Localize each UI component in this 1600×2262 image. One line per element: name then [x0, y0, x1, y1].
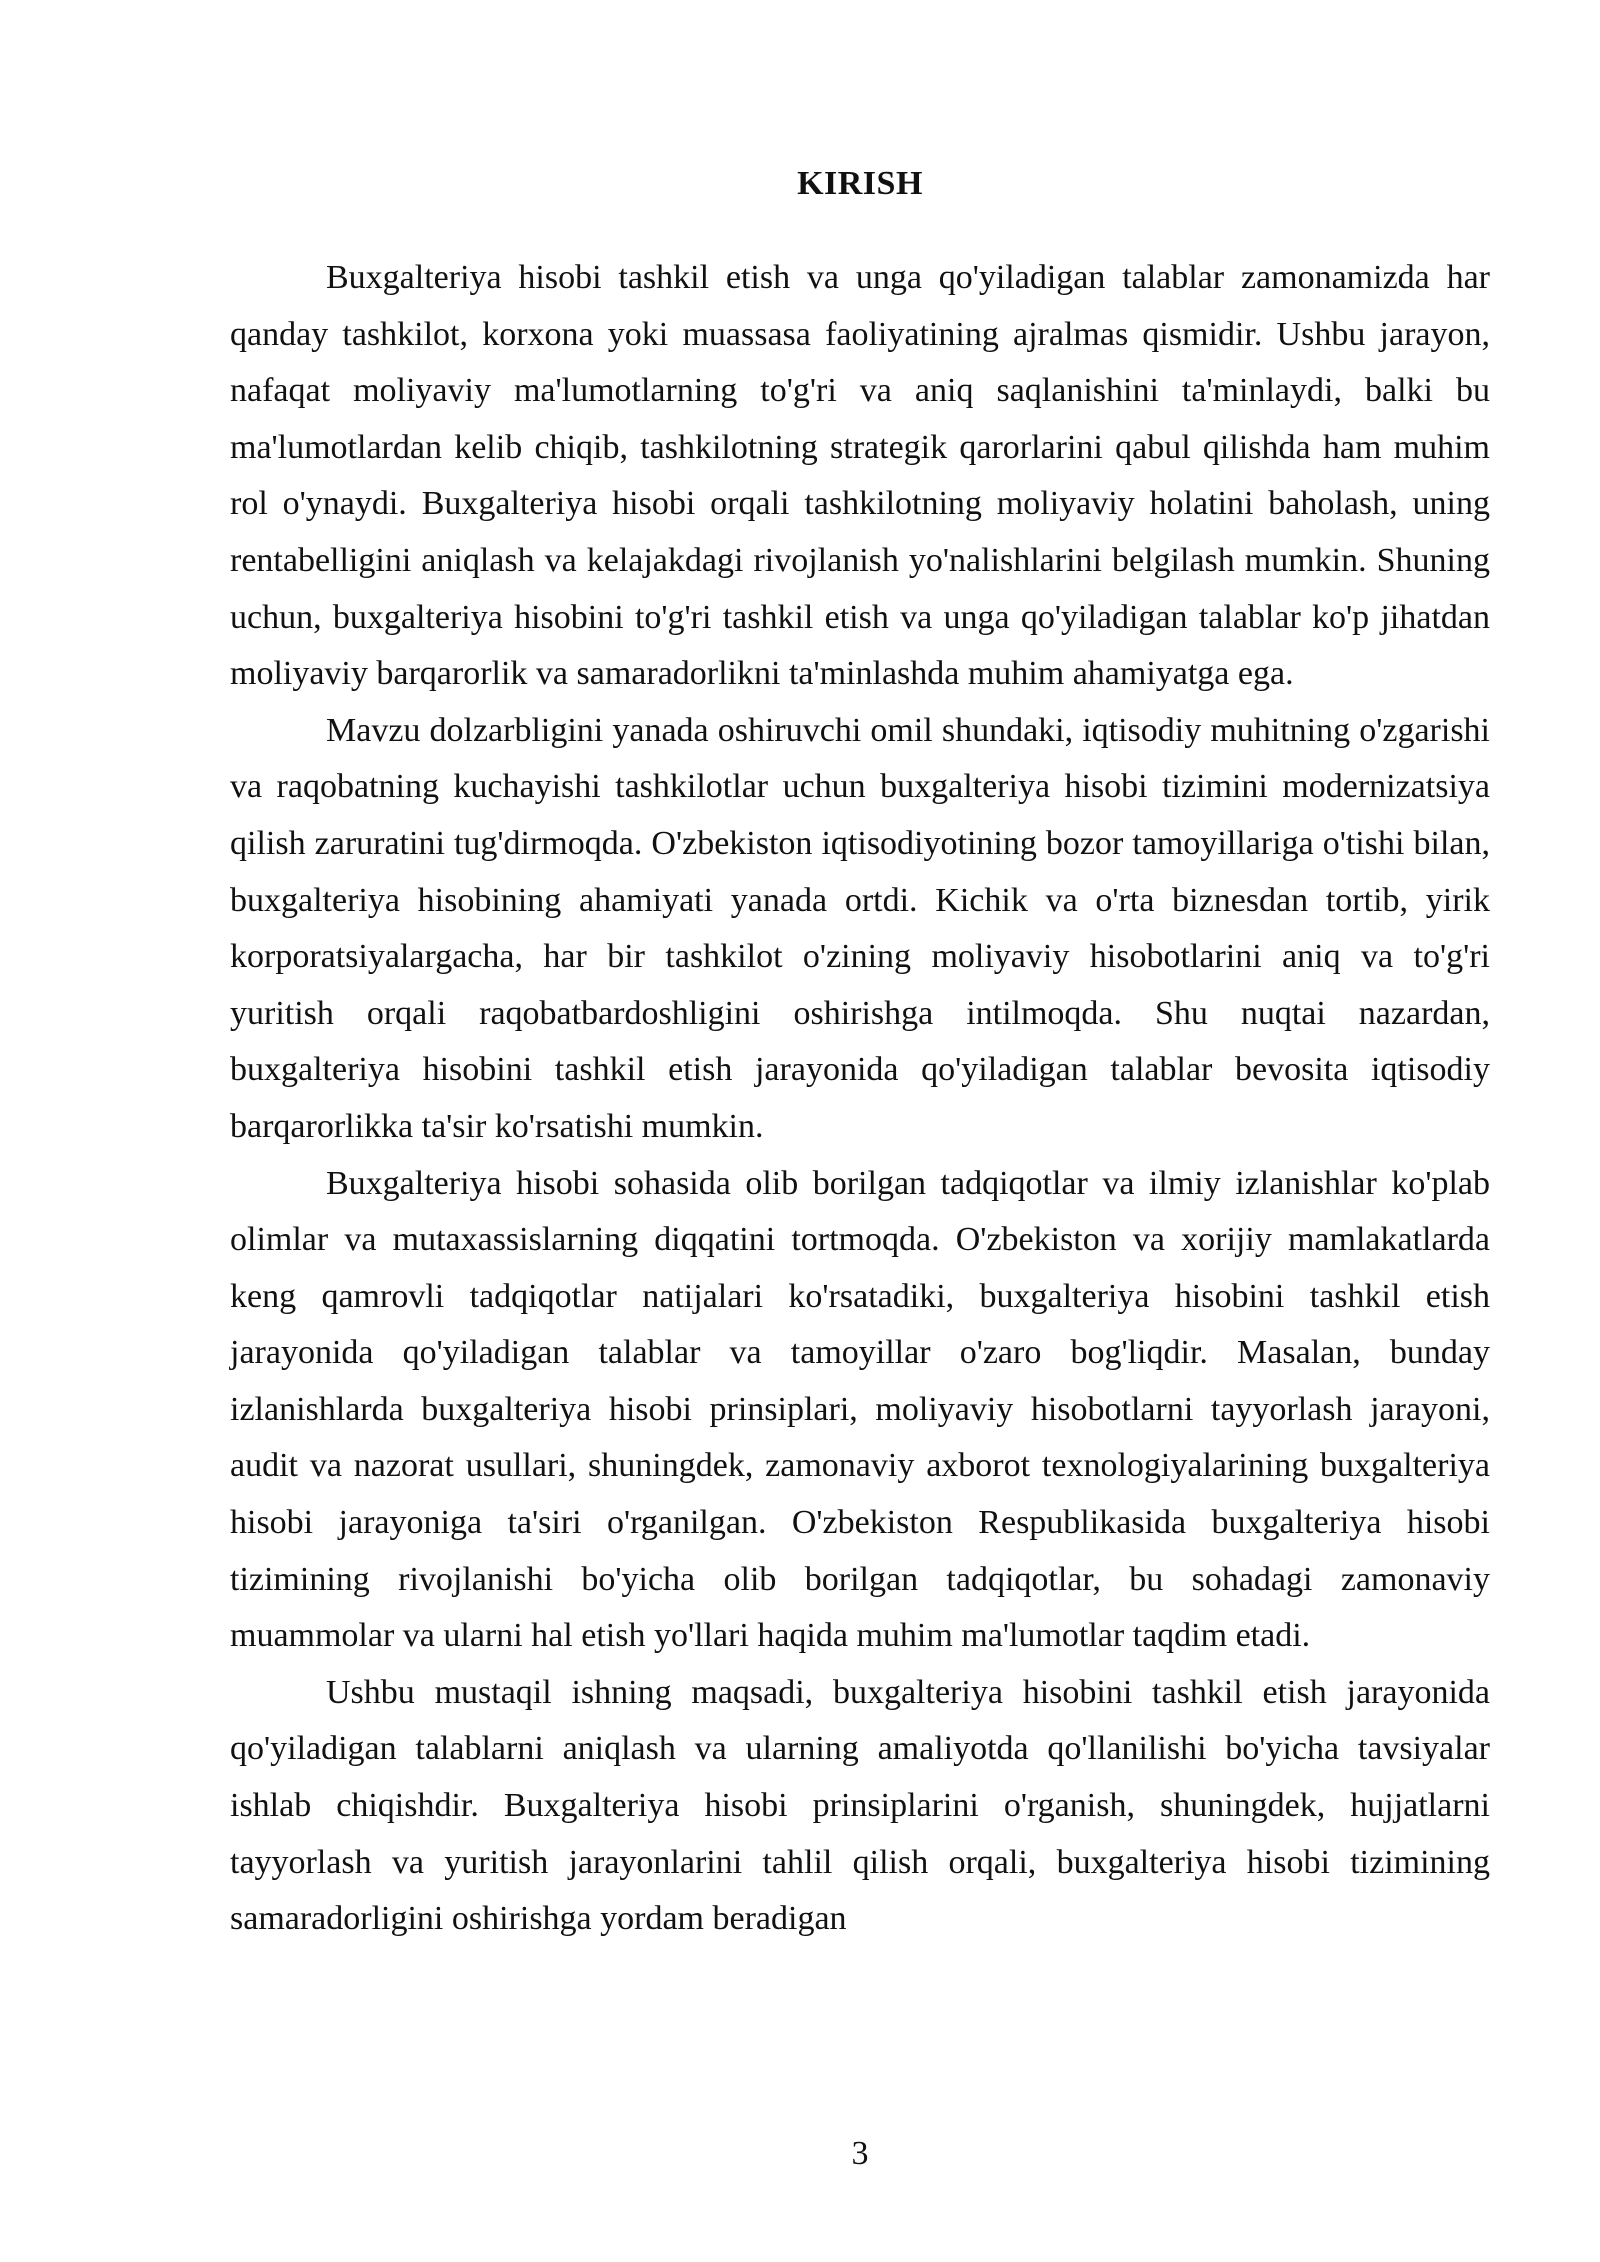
- paragraph: Buxgalteriya hisobi tashkil etish va unga qo'yiladigan talablar zamonamizda har qanday tashkilot, korxona yoki muassasa faoliyatining ajralmas qismidir. Ushbu jarayon, nafaqat moliyaviy ma'lumotlarning to'g'ri va aniq saqlanishini ta'minlaydi, balki bu ma'lumotlardan kelib chiqib, tashkilotning strategik qarorlarini qabul qilishda ham muhim rol o'ynaydi. Buxgalteriya hisobi orqali tashkilotning moliyaviy holatini baholash, uning rentabelligini aniqlash va kelajakdagi rivojlanish yo'nalishlarini belgilash mumkin. Shuning uchun, buxgalteriya hisobini to'g'ri tashkil etish va unga qo'yiladigan talablar ko'p jihatdan moliyaviy barqarorlik va samaradorlikni ta'minlashda muhim ahamiyatga ega.: [230, 259, 1490, 693]
- paragraph: Ushbu mustaqil ishning maqsadi, buxgalteriya hisobini tashkil etish jarayonida qo'yiladigan talablarni aniqlash va ularning amaliyotda qo'llanilishi bo'yicha tavsiyalar ishlab chiqishdir. Buxgalteriya hisobi prinsiplarini o'rganish, shuningdek, hujjatlarni tayyorlash va yuritish jarayonlarini tahlil qilish orqali, buxgalteriya hisobi tizimining samaradorligini oshirishga yordam beradigan: [230, 1673, 1490, 1938]
- paragraph: Buxgalteriya hisobi sohasida olib borilgan tadqiqotlar va ilmiy izlanishlar ko'plab olimlar va mutaxassislarning diqqatini tortmoqda. O'zbekiston va xorijiy mamlakatlarda keng qamrovli tadqiqotlar natijalari ko'rsatadiki, buxgalteriya hisobini tashkil etish jarayonida qo'yiladigan talablar va tamoyillar o'zaro bog'liqdir. Masalan, bunday izlanishlarda buxgalteriya hisobi prinsiplari, moliyaviy hisobotlarni tayyorlash jarayoni, audit va nazorat usullari, shuningdek, zamonaviy axborot texnologiyalarining buxgalteriya hisobi jarayoniga ta'siri o'rganilgan. O'zbekiston Respublikasida buxgalteriya hisobi tizimining rivojlanishi bo'yicha olib borilgan tadqiqotlar, bu sohadagi zamonaviy muammolar va ularni hal etish yo'llari haqida muhim ma'lumotlar taqdim etadi.: [230, 1164, 1490, 1655]
- paragraph: Mavzu dolzarbligini yanada oshiruvchi omil shundaki, iqtisodiy muhitning o'zgarishi va raqobatning kuchayishi tashkilotlar uchun buxgalteriya hisobi tizimini modernizatsiya qilish zaruratini tug'dirmoqda. O'zbekiston iqtisodiyotining bozor tamoyillariga o'tishi bilan, buxgalteriya hisobining ahamiyati yanada ortdi. Kichik va o'rta biznesdan tortib, yirik korporatsiyalargacha, har bir tashkilot o'zining moliyaviy hisobotlarini aniq va to'g'ri yuritish orqali raqobatbardoshligini oshirishga intilmoqda. Shu nuqtai nazardan, buxgalteriya hisobini tashkil etish jarayonida qo'yiladigan talablar bevosita iqtisodiy barqarorlikka ta'sir ko'rsatishi mumkin.: [230, 711, 1490, 1145]
- body-text: [230, 250, 1490, 1948]
- page-title: KIRISH: [797, 165, 923, 202]
- page-number: 3: [851, 2135, 869, 2172]
